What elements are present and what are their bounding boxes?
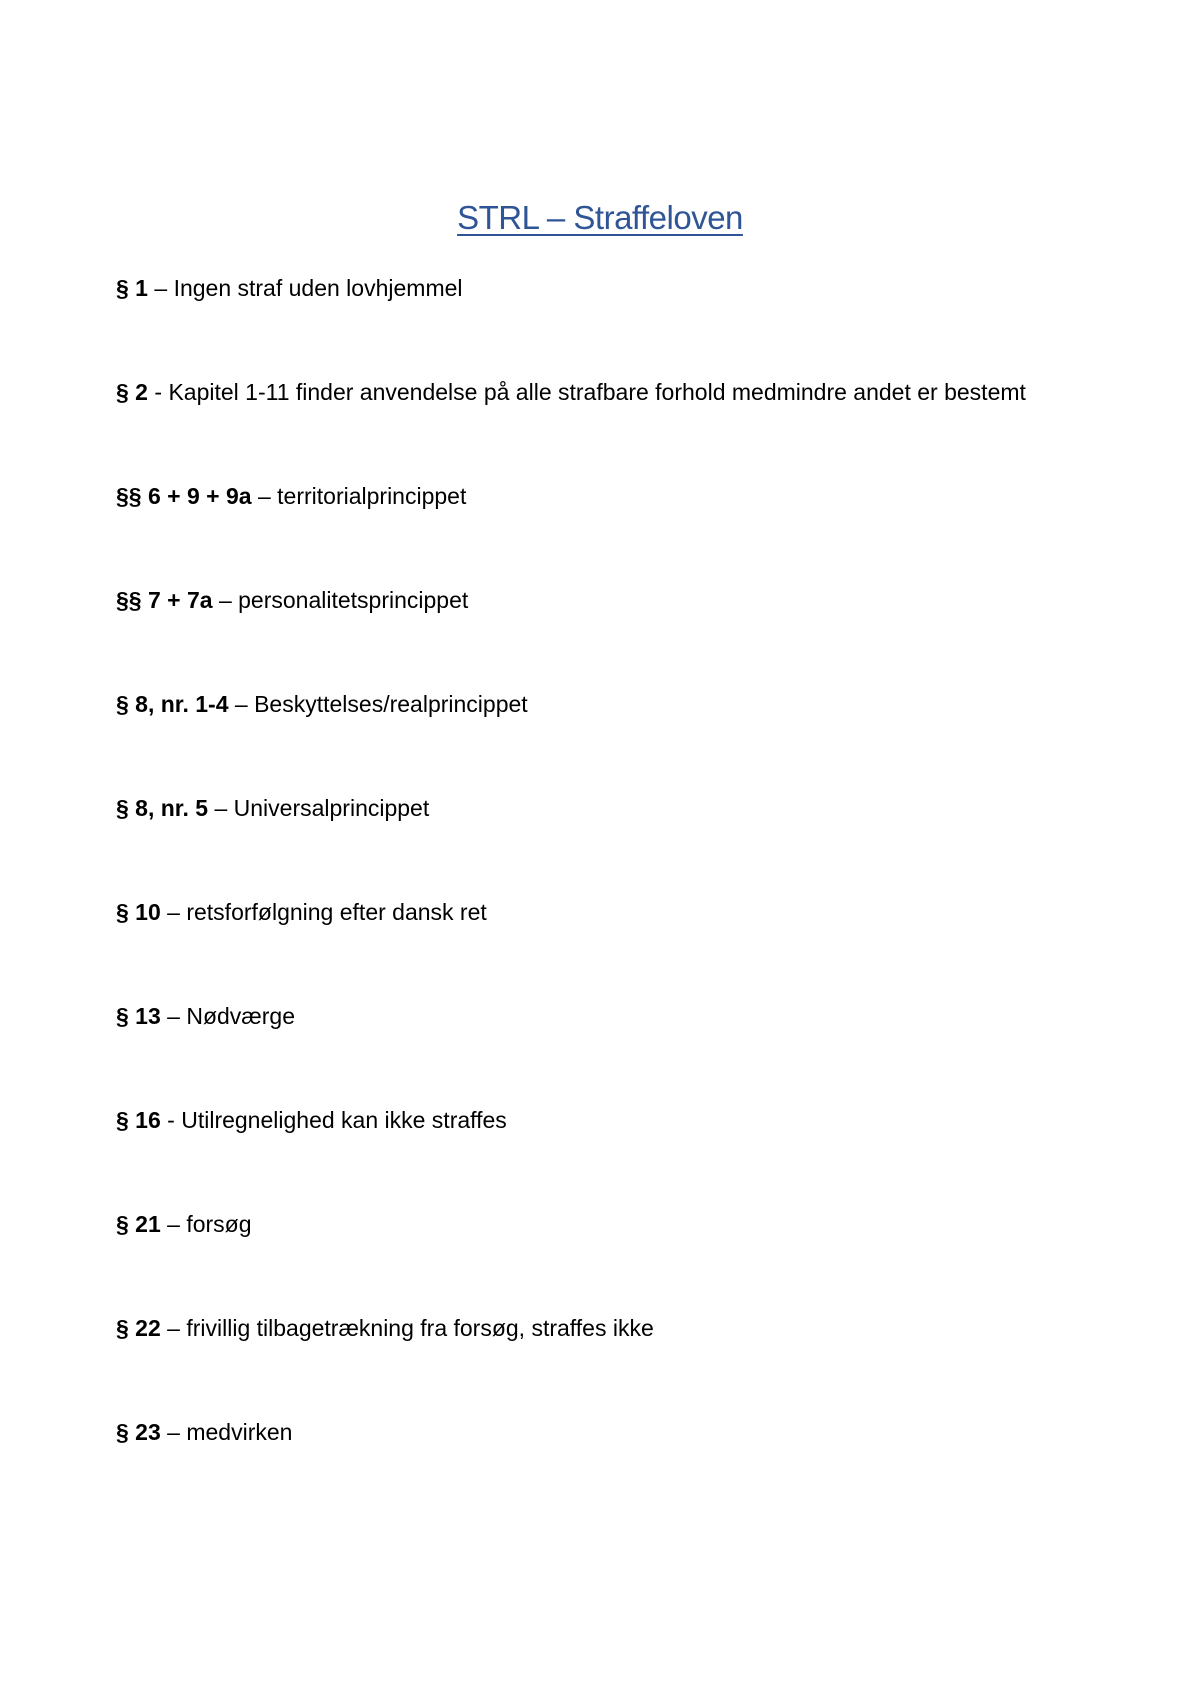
section-description: Universalprincippet [233, 795, 430, 821]
separator: – [208, 795, 234, 821]
section-description: Kapitel 1-11 finder anvendelse på alle strafbare forhold medmindre andet er bestemt [168, 379, 1026, 405]
section-description: Utilregnelighed kan ikke straffes [181, 1107, 507, 1133]
section-description: territorialprincippet [277, 483, 467, 509]
separator: – [160, 1211, 187, 1237]
section-description: Beskyttelses/realprincippet [254, 691, 528, 717]
separator: – [212, 587, 239, 613]
page-title: STRL – Straffeloven [457, 199, 743, 236]
section-description: Nødværge [186, 1003, 295, 1029]
section-description: forsøg [186, 1211, 252, 1237]
separator: – [251, 483, 278, 509]
section-description: frivillig tilbagetrækning fra forsøg, straffes ikke [186, 1315, 654, 1341]
section-ref: §§ 7 + 7a [116, 587, 213, 613]
law-section-list [116, 262, 1076, 1510]
separator: – [147, 275, 174, 301]
list-item [116, 1302, 1076, 1354]
section-ref: § 16 [116, 1107, 161, 1133]
list-item [116, 886, 1076, 938]
separator: – [160, 1419, 187, 1445]
separator: – [160, 899, 187, 925]
list-item [116, 470, 1076, 522]
list-item [116, 990, 1076, 1042]
list-item [116, 262, 1076, 314]
section-ref: § 8, nr. 5 [116, 795, 209, 821]
section-description: Ingen straf uden lovhjemmel [173, 275, 463, 301]
separator: – [228, 691, 255, 717]
section-ref: § 21 [116, 1211, 161, 1237]
section-ref: § 2 [116, 379, 148, 405]
list-item [116, 678, 1076, 730]
separator: - [147, 379, 169, 405]
section-ref: § 10 [116, 899, 161, 925]
section-ref: § 13 [116, 1003, 161, 1029]
list-item [116, 1406, 1076, 1458]
list-item [116, 782, 1076, 834]
section-ref: §§ 6 + 9 + 9a [116, 483, 252, 509]
section-ref: § 22 [116, 1315, 161, 1341]
list-item [116, 1198, 1076, 1250]
separator: – [160, 1315, 187, 1341]
section-ref: § 1 [116, 275, 148, 301]
section-description: medvirken [186, 1419, 293, 1445]
section-description: personalitetsprincippet [238, 587, 469, 613]
list-item [116, 574, 1076, 626]
list-item [116, 1094, 1076, 1146]
separator: – [160, 1003, 187, 1029]
section-ref: § 8, nr. 1-4 [116, 691, 229, 717]
section-ref: § 23 [116, 1419, 161, 1445]
separator: - [160, 1107, 182, 1133]
section-description: retsforfølgning efter dansk ret [186, 899, 487, 925]
list-item [116, 366, 1076, 418]
